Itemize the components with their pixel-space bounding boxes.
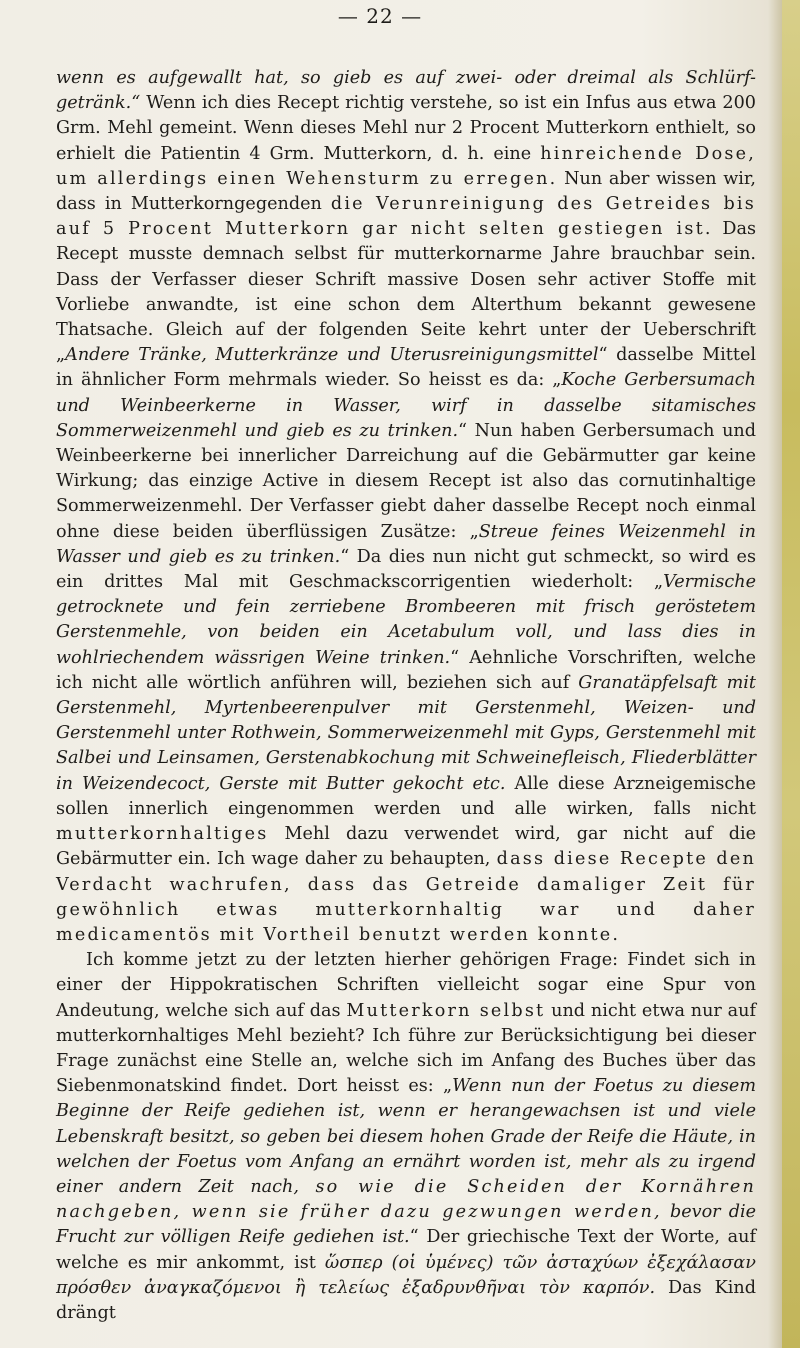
text-segment: Mehl dazu verwendet wird, gar nicht auf die Gebärmutter ein. Ich wage daher zu behaupten, [56, 824, 756, 870]
text-segment: Alle diese Arzneigemische sollen innerlich eingenommen werden und alle wirken, falls nicht [56, 773, 757, 819]
text-segment: “ Da dies nun nicht gut schmeckt, so wird es ein drittes Mal mit Geschmackscorrigentien wiederholt: „ [56, 546, 757, 593]
text-segment: “ Aehnliche Vorschriften, welche ich nicht alle wörtlich anführen will, beziehen sich auf [56, 647, 756, 693]
text-segment: die Verunreinigung des Getreides bis auf 5 Procent Mutterkorn gar nicht selten gestiegen ist. [56, 194, 756, 240]
text-segment: Vermische getrocknete und fein zerriebene Brombeeren mit frisch geröstetem Gerstenmehle, von beiden ein Acetabulum voll, und lass dies in wohlriechendem wässrigen Weine trinken. [56, 572, 756, 668]
text-segment: “ Der griechische Text der Worte, auf welche es mir ankommt, ist [56, 1227, 756, 1273]
paragraph-1 [56, 66, 756, 948]
text-segment: bevor die Frucht zur völligen Reife gediehen ist. [56, 1202, 756, 1248]
text-segment: ὥσπερ (οἱ ὑμένες) τῶν ἀσταχύων ἐξεχάλασαν πρόσθεν ἀναγκαζόμενοι ἢ τελείως ἐξαδρυνθῆναι τὸν καρπόν. [56, 1252, 756, 1298]
text-segment: Koche Gerbersumach und Weinbeerkerne in Wasser, wirf in dasselbe sitamisches Sommerweizenmehl und gieb es zu trinken. [56, 370, 756, 441]
text-segment: Das Recept musste demnach selbst für mutterkornarme Jahre brauchbar sein. Dass der Verfasser dieser Schrift massive Dosen sehr activer Stoffe mit Vorliebe anwandte, ist eine schon dem Alterthum bekannt gewesene Thatsache. Gleich auf der folgenden Seite kehrt unter der Ueberschrift „ [56, 219, 756, 366]
text-segment: mutterkornhaltiges [56, 824, 269, 845]
text-segment: “ dasselbe Mittel in ähnlicher Form mehrmals wieder. So heisst es da: „ [56, 345, 756, 391]
text-segment: Das Kind drängt [56, 1277, 756, 1323]
text-segment: Wenn nun der Foetus zu diesem Beginne der Reife gediehen ist, wenn er herangewachsen ist und viele Lebenskraft besitzt, so geben bei diesem hohen Grade der Reife die Häute, in welchen der Foetus vom Anfang an ernährt worden ist, mehr als zu irgend einer andern Zeit nach, [56, 1076, 757, 1197]
text-segment: Ich komme jetzt zu der letzten hierher gehörigen Frage: Findet sich in einer der Hippokratischen Schriften vielleicht sogar eine Spur von Andeutung, welche sich auf das [56, 950, 756, 1021]
text-segment: Nun aber wissen wir, dass in Mutterkorngegenden [56, 168, 756, 215]
text-segment: Streue feines Weizenmehl in Wasser und gieb es zu trinken. [56, 521, 757, 567]
text-segment: Wenn ich dies Recept richtig verstehe, so ist ein Infus aus etwa 200 Grm. Mehl gemeint. Wenn dieses Mehl nur 2 Procent Mutterkorn enthielt, so erhielt die Patientin 4 Grm. Mutterkorn, d. h. eine [56, 93, 756, 164]
text-segment: Andere Tränke, Mutterkränze und Uterusreinigungsmittel [65, 345, 599, 366]
page-edge [782, 0, 800, 1348]
text-segment: Granatäpfelsaft mit Gerstenmehl, Myrtenbeerenpulver mit Gerstenmehl, Weizen- und Gerstenmehl unter Rothwein, Sommerweizenmehl mit Gyps, Gerstenmehl mit Salbei und Leinsamen, Gerstenabkochung mit Schweinefleisch, Fliederblätter in Weizendecoct, Gerste mit Butter gekocht etc. [56, 672, 756, 794]
paragraph-2 [56, 948, 756, 1326]
text-segment: dass diese Recepte den Verdacht wachrufen, dass das Getreide damaliger Zeit für gewöhnlich etwas mutterkornhaltig war und daher medicamentös mit Vortheil benutzt werden konnte. [56, 849, 756, 945]
body-text [56, 66, 756, 1326]
text-segment: Mutterkorn selbst [346, 1000, 546, 1021]
text-segment: wenn es aufgewallt hat, so gieb es auf zwei- oder dreimal als Schlürf-getränk.“ [56, 68, 756, 114]
page-number: — 22 — [337, 4, 423, 28]
text-segment: und nicht etwa nur auf mutterkornhaltiges Mehl bezieht? Ich führe zur Berücksichtigung bei dieser Frage zunächst eine Stelle an, welche sich im Anfang des Buches über das Siebenmonatskind findet. Dort heisst es: „ [56, 1000, 756, 1097]
text-segment: hinreichende Dose, um allerdings einen Wehensturm zu erregen. [56, 143, 756, 189]
text-segment: so wie die Scheiden der Kornähren nachgeben, wenn sie früher dazu gezwungen werden, [56, 1176, 756, 1223]
text-segment: “ Nun haben Gerbersumach und Weinbeerkerne bei innerlicher Darreichung auf die Gebärmutter gar keine Wirkung; das einzige Active in diesem Recept ist also das cornutinhaltige Sommerweizenmehl. Der Verfasser giebt daher dasselbe Recept noch einmal ohne diese beiden überflüssigen Zusätze: „ [56, 420, 756, 542]
